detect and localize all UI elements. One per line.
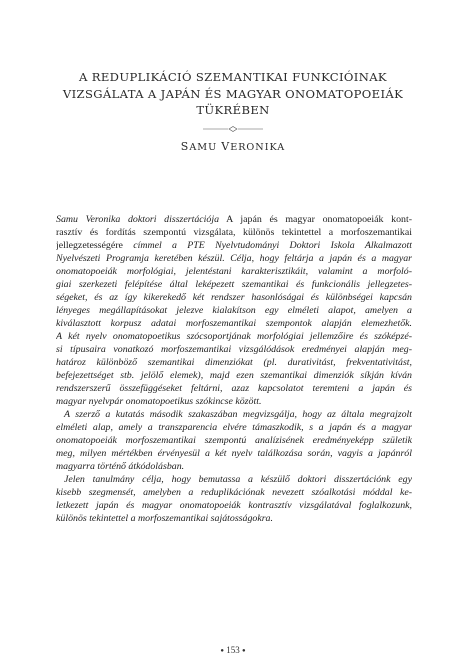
text-line: rendszerszerű összefüggéseket feltárni, azaz kapcsolatot teremteni a japán és	[56, 383, 412, 394]
text-line: meg, milyen mértékben érvényesül a két nyelv találkozása során, vagyis a japánról	[56, 448, 412, 459]
page-number: ● 153 ●	[220, 645, 246, 655]
text-line: onomatopoeiák morfoszemantikai szempontú analízisének eredményeképp születik	[56, 435, 412, 446]
text-line: giai szerkezeti felépítése által leképezett szemantikai és funkcionális jellegzetes-	[56, 279, 412, 290]
text-line: Samu Veronika doktori disszertációja A japán és magyar onomatopoeiák kont-	[56, 214, 412, 225]
title-line-1: A REDUPLIKÁCIÓ SZEMANTIKAI FUNKCIÓINAK	[79, 70, 387, 84]
text-line: rasztív és fordítás szempontú vizsgálata, különös tekintettel a morfoszemantikai	[56, 227, 412, 238]
abstract-text	[56, 213, 412, 525]
text-line: magyarra történő átkódolásban.	[56, 461, 185, 472]
text-line: ségeket, és az így kikerekedő két rendszer hasonlóságai és különbségei kapcsán	[56, 292, 412, 303]
title-line-3: TÜKRÉBEN	[196, 103, 270, 117]
text-line: elméleti alap, amely a transzparencia elvére támaszkodik, s a japán és a magyar	[56, 422, 412, 433]
text-line: Nyelvészeti Programja keretében készül. Célja, hogy feltárja a japán és a magyar	[56, 253, 412, 264]
text-line: kiválasztott korpusz adatai morfoszemantikai szempontok alapján elemezhetők.	[56, 318, 412, 329]
text-line: si típusaira vonatkozó morfoszemantikai vizsgálódások eredményei alapján meg-	[56, 344, 412, 355]
title-line-2: VIZSGÁLATA A JAPÁN ÉS MAGYAR ONOMATOPOEIÁK	[62, 86, 404, 101]
bullet-icon: ●	[220, 648, 224, 654]
text-line: befejezettséget stb. jelölő elemek), majd ezen szemantikai dimenziók síkján kíván	[56, 370, 412, 381]
text-line: onomatopoeiák morfológiai, jelentéstani karakterisztikáit, valamint a morfoló-	[56, 266, 412, 277]
text-line: A két nyelv onomatopoetikus szócsoportjának morfológiai jellemzőire és szóképzé-	[56, 331, 412, 342]
author-name: SAMU VERONIKA	[180, 140, 286, 153]
text-line: A szerző a kutatás második szakaszában megvizsgálja, hogy az általa megrajzolt	[64, 409, 412, 420]
text-line: jellegzetességére címmel a PTE Nyelvtudományi Doktori Iskola Alkalmazott	[56, 240, 412, 251]
article-title	[60, 69, 406, 119]
bullet-icon: ●	[242, 648, 246, 654]
text-line: lényeges megállapításokat jelezve kialakítson egy elméleti alapot, amelyen a	[56, 305, 412, 316]
text-line: határoz különböző szemantikai dimenziókat (pl. durativitást, frekventativitást,	[56, 357, 412, 368]
text-line: letkezett japán és magyar onomatopoeiák kontrasztív vizsgálatával foglalkozunk,	[56, 500, 412, 511]
title-ornament	[203, 125, 263, 133]
text-line: magyar nyelvpár onomatopoetikus szókincse között.	[56, 396, 262, 407]
text-line: kisebb szegmensét, amelyben a reduplikációnak nevezett szóalkotási móddal ke-	[56, 487, 412, 498]
text-line: Jelen tanulmány célja, hogy bemutassa a készülő doktori disszertációnk egy	[64, 474, 412, 485]
text-line: különös tekintettel a morfoszemantikai sajátosságokra.	[56, 513, 273, 524]
